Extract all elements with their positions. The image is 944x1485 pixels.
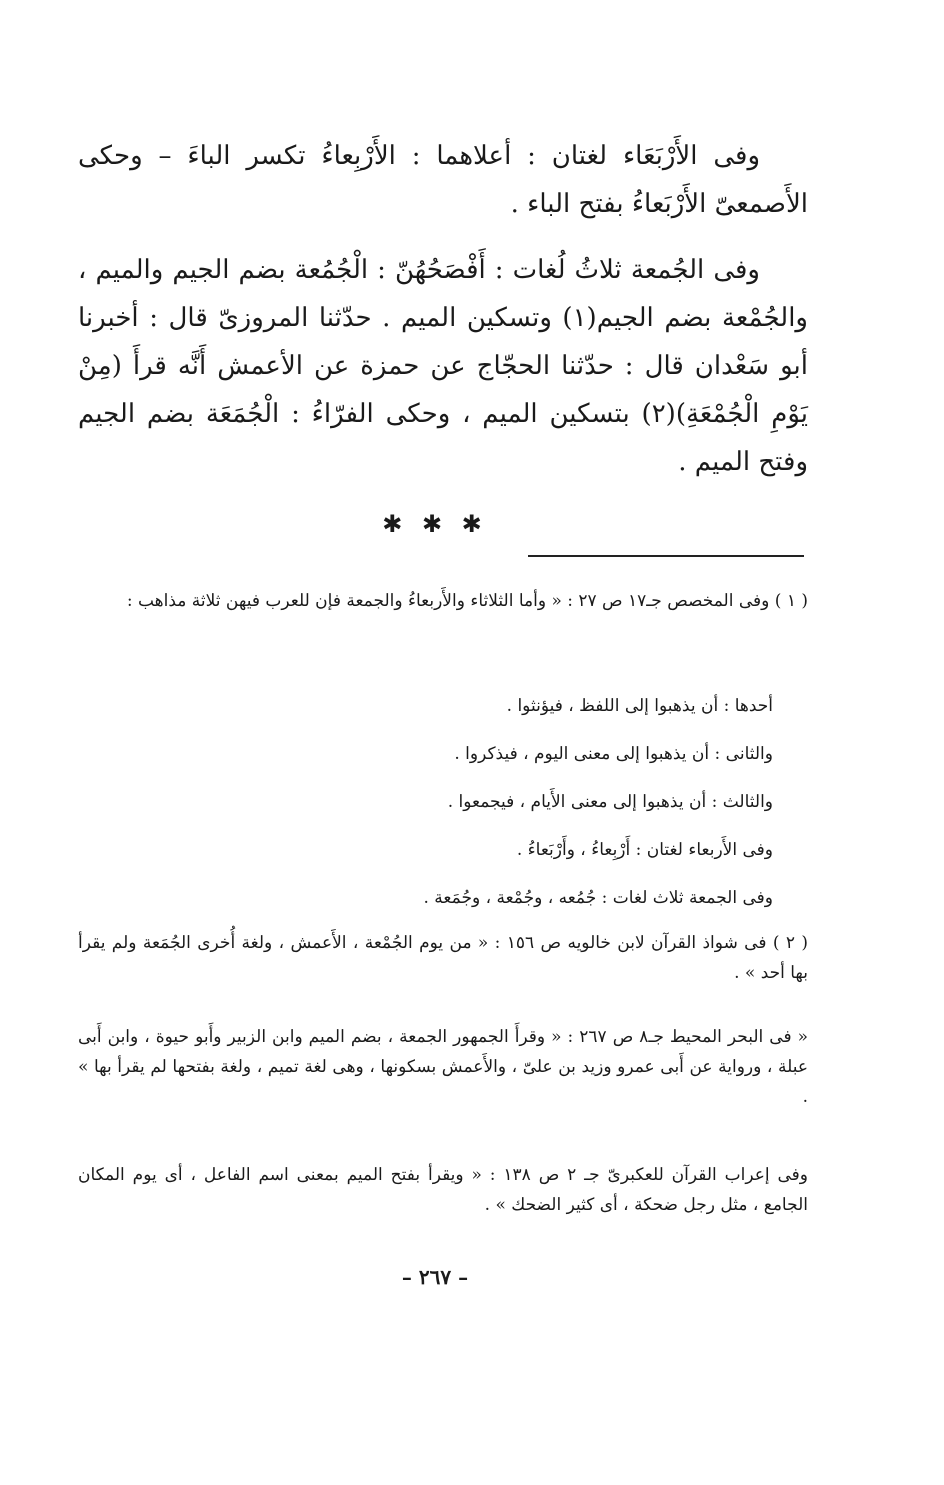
footnote-2-bahr bbox=[78, 1022, 808, 1112]
footnote-2 bbox=[78, 928, 808, 988]
section-ornament: ✱ ✱ ✱ bbox=[382, 510, 488, 538]
footnote-1-list bbox=[78, 682, 808, 922]
list-item: وفى الجمعة ثلاث لغات : جُمُعه ، وجُمْعة ، وجُمَعة . bbox=[423, 888, 773, 908]
footnote-1-intro: ( ١ ) وفى المخصص جـ١٧ ص ٢٧ : « وأما الثلاثاء والأَربعاءُ والجمعة فإن للعرب فيهن ثلاثة مذاهب : bbox=[126, 591, 808, 611]
list-item: وفى الأَربعاء لغتان : أَرْبِعاءُ ، وأَرْبَعاءُ . bbox=[516, 840, 773, 860]
main-paragraph-1 bbox=[78, 132, 808, 228]
list-item: والثانى : أن يذهبوا إلى معنى اليوم ، فيذكروا . bbox=[454, 744, 773, 764]
list-item: أحدها : أن يذهبوا إلى اللفظ ، فيؤنثوا . bbox=[506, 696, 773, 716]
footnote-divider bbox=[528, 555, 804, 557]
footnote-2-ukbari-text: وفى إعراب القرآن للعكبرىّ جـ ٢ ص ١٣٨ : « ويقرأ بفتح الميم بمعنى اسم الفاعل ، أى يوم المكان الجامع ، مثل رجل ضحكة ، أى كثير الضحك » . bbox=[78, 1165, 808, 1215]
paragraph-text: وفى الأَرْبَعَاء لغتان : أعلاهما : الأَرْبِعاءُ تكسر الباءَ – وحكى الأَصمعىّ الأَرْبَعاءُ بفتح الباء . bbox=[78, 141, 808, 219]
footnote-2-bahr-text: « فى البحر المحيط جـ٨ ص ٢٦٧ : « وقرأَ الجمهور الجمعة ، بضم الميم وابن الزبير وأَبو حيوة ، وابن أَبى عبلة ، ورواية عن أَبى عمرو وزيد بن علىّ ، والأَعمش بسكونها ، وهى لغة تميم ، ولغة بفتحها لم يقرأ بها » . bbox=[78, 1027, 808, 1107]
footnote-2-ukbari bbox=[78, 1160, 808, 1220]
main-paragraph-2 bbox=[78, 246, 808, 486]
footnote-2-text: ( ٢ ) فى شواذ القرآن لابن خالويه ص ١٥٦ : « من يوم الجُمْعة ، الأَعمش ، ولغة أُخرى الجُمَعة ولم يقرأ بها أحد » . bbox=[78, 933, 808, 983]
list-item: والثالث : أن يذهبوا إلى معنى الأَيام ، فيجمعوا . bbox=[447, 792, 773, 812]
page-number: – ٢٦٧ – bbox=[401, 1265, 469, 1289]
footnote-1 bbox=[78, 586, 808, 616]
paragraph-text: وفى الجُمعة ثلاثُ لُغات : أَفْصَحُهُنّ : الْجُمُعة بضم الجيم والميم ، والجُمْعة بضم الجيم(١) وتسكين الميم . حدّثنا المروزىّ قال : أخبرنا أبو سَعْدان قال : حدّثنا الحجّاج عن حمزة عن الأعمش أَنَّه قرأَ (مِنْ يَوْمِ الْجُمْعَةِ)(٢) بتسكين الميم ، وحكى الفرّاءُ : الْجُمَعَة بضم الجيم وفتح الميم . bbox=[78, 255, 808, 477]
